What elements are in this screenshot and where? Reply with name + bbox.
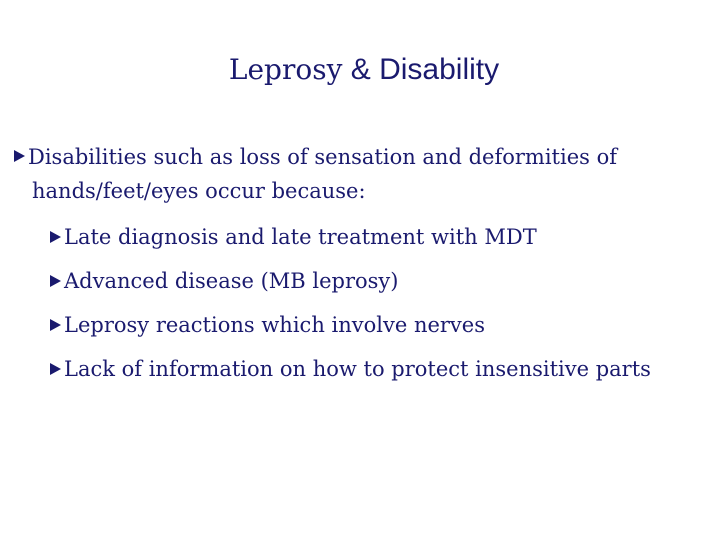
- triangle-bullet-icon: [14, 150, 25, 162]
- sub-bullet-item-late-diagnosis: [46, 220, 714, 254]
- triangle-bullet-icon: [50, 363, 61, 375]
- sub-bullet-item-advanced-disease: [46, 264, 714, 298]
- sub-bullet-item-lack-of-information: [46, 352, 714, 386]
- title-part-disability: & Disability: [342, 53, 500, 86]
- sub-bullet-item-leprosy-reactions: [46, 308, 714, 342]
- bullet-text: Disabilities such as loss of sensation and deformities of hands/feet/eyes occur because:: [28, 145, 617, 203]
- sub-bullet-text: Late diagnosis and late treatment with MDT: [64, 225, 537, 249]
- sub-bullet-text: Lack of information on how to protect insensitive parts: [64, 357, 651, 381]
- triangle-bullet-icon: [50, 231, 61, 243]
- sub-bullet-text: Leprosy reactions which involve nerves: [64, 313, 486, 337]
- sub-bullet-text: Advanced disease (MB leprosy): [64, 269, 399, 293]
- slide-title: [0, 50, 728, 90]
- bullet-list: [14, 140, 714, 396]
- bullet-item-disabilities: [14, 140, 714, 208]
- title-part-leprosy: Leprosy: [228, 53, 343, 86]
- triangle-bullet-icon: [50, 319, 61, 331]
- triangle-bullet-icon: [50, 275, 61, 287]
